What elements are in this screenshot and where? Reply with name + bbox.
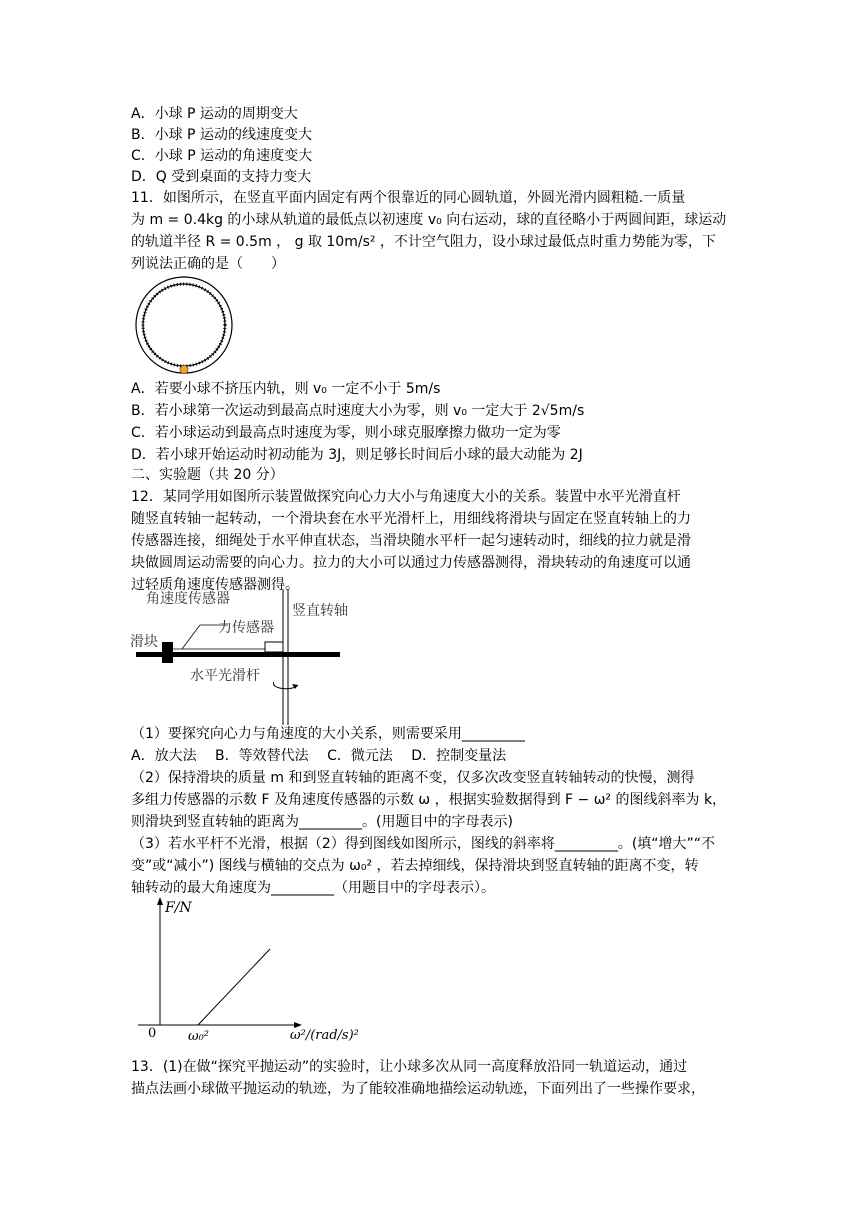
q11-option-b: B．若小球第一次运动到最高点时速度大小为零，则 v₀ 一定大于 2√5m/s [131, 403, 585, 419]
q13-text-1: 13．(1)在做“探究平抛运动”的实验时，让小球多次从同一高度释放沿同一轨道运动，通过 [131, 1059, 688, 1075]
q13-text-2: 描点法画小球做平抛运动的轨迹，为了能较准确地描绘运动轨迹，下面列出了一些操作要求， [131, 1081, 705, 1097]
x-axis-label: ω²/(rad/s)² [290, 1028, 359, 1043]
slider-block [162, 642, 173, 663]
f-omega-chart [138, 893, 368, 1048]
section-2-heading: 二、实验题（共 20 分） [131, 467, 284, 483]
q12-text-4: 块做圆周运动需要的向心力。拉力的大小可以通过力传感器测得，滑块转动的角速度可以通 [131, 555, 691, 571]
q11-option-c: C．若小球运动到最高点时速度为零，则小球克服摩擦力做功一定为零 [131, 425, 561, 441]
q12-sub3-2: 变”或“减小”) 图线与横轴的交点为 ω₀² ，若去掉细线，保持滑块到竖直转轴的距离不变，转 [131, 858, 699, 874]
force-sensor-box [265, 642, 283, 652]
concentric-track-figure [128, 276, 240, 378]
q12-text-3: 传感器连接，细绳处于水平伸直状态，当滑块随水平杆一起匀速转动时，细线的拉力就是滑 [131, 533, 691, 549]
q12-sub3-3: 轴转动的最大角速度为_________（用题目中的字母表示）。 [131, 880, 495, 896]
angular-sensor-label: 角速度传感器 [146, 591, 230, 607]
q10-option-a: A．小球 P 运动的周期变大 [131, 106, 298, 122]
q12-sub1: （1）要探究向心力与角速度的大小关系，则需要采用_________ [131, 726, 525, 742]
q11-text-2: 为 m = 0.4kg 的小球从轨道的最低点以初速度 v₀ 向右运动，球的直径略小于两圆间距，球运动 [131, 212, 727, 228]
q11-option-a: A．若要小球不挤压内轨，则 v₀ 一定不小于 5m/s [131, 381, 441, 397]
q12-sub1-options: A．放大法 B．等效替代法 C．微元法 D．控制变量法 [131, 748, 507, 764]
x-intercept-label: ω₀² [188, 1029, 210, 1044]
series-line [198, 949, 270, 1025]
ball-icon [180, 366, 188, 374]
force-sensor-label: 力传感器 [218, 620, 274, 636]
q12-text-1: 12．某同学用如图所示装置做探究向心力大小与角速度大小的关系。装置中水平光滑直杆 [131, 489, 681, 505]
q11-text-3: 的轨道半径 R = 0.5m ， g 取 10m/s² ，不计空气阻力，设小球过最低点时重力势能为零，下 [131, 234, 716, 250]
q11-option-d: D．若小球开始运动时初动能为 3J，则足够长时间后小球的最大动能为 2J [131, 447, 583, 463]
q12-sub3-1: （3）若水平杆不光滑，根据（2）得到图线如图所示，图线的斜率将_________。(填“增大”“不 [131, 836, 716, 852]
q12-sub2-3: 则滑块到竖直转轴的距离为_________。(用题目中的字母表示) [131, 814, 513, 830]
origin-label: 0 [148, 1026, 157, 1041]
q12-sub2-1: （2）保持滑块的质量 m 和到竖直转轴的距离不变，仅多次改变竖直转轴转动的快慢，测得 [131, 770, 695, 786]
q12-sub2-2: 多组力传感器的示数 F 及角速度传感器的示数 ω ，根据实验数据得到 F − ω² 的图线斜率为 k， [131, 792, 727, 808]
vertical-axis-label: 竖直转轴 [292, 603, 348, 619]
q10-option-d: D．Q 受到桌面的支持力变大 [131, 169, 312, 185]
q12-text-5: 过轻质角速度传感器测得。 [131, 577, 299, 593]
q12-text-2: 随竖直转轴一起转动，一个滑块套在水平光滑杆上，用细线将滑块与固定在竖直转轴上的力 [131, 511, 691, 527]
q11-text-1: 11．如图所示，在竖直平面内固定有两个很靠近的同心圆轨道，外圆光滑内圆粗糙.一质量 [131, 190, 686, 206]
q10-option-c: C．小球 P 运动的角速度变大 [131, 148, 313, 164]
q11-text-4: 列说法正确的是（ ） [131, 256, 285, 272]
slider-label: 滑块 [130, 634, 158, 650]
rod-label: 水平光滑杆 [190, 668, 260, 684]
apparatus-figure [128, 585, 368, 727]
y-axis-arrow [157, 897, 163, 905]
q10-option-b: B．小球 P 运动的线速度变大 [131, 127, 312, 143]
y-axis-label: F/N [165, 900, 192, 916]
